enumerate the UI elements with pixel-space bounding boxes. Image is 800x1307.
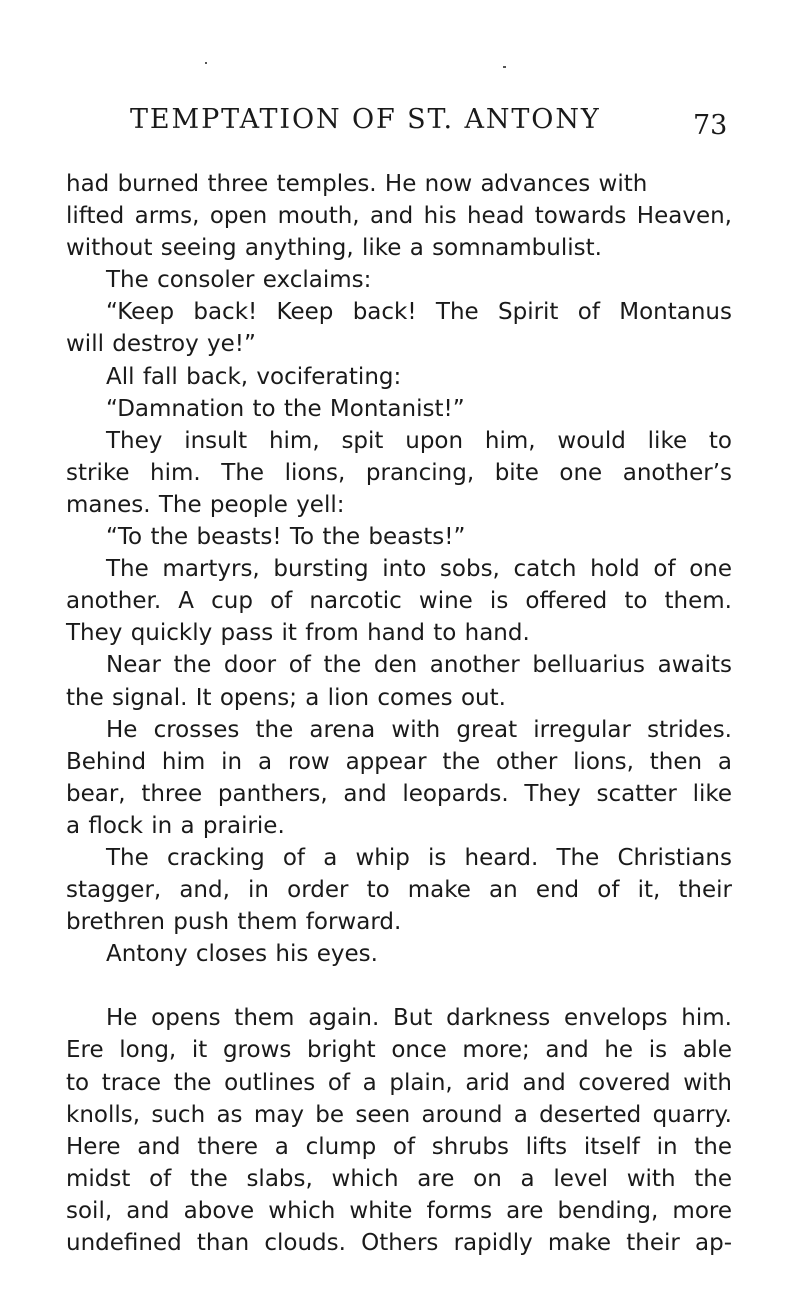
text-line: He crosses the arena with great irregular strides. [106, 716, 732, 743]
text-line: Here and there a clump of shrubs lifts itself in the [66, 1133, 732, 1160]
text-line: Ere long, it grows bright once more; and he is able [66, 1037, 732, 1064]
text-line: Behind him in a row appear the other lions, then a [66, 748, 732, 775]
text-line: brethren push them forward. [66, 909, 402, 936]
body-text [66, 168, 732, 1259]
text-line: midst of the slabs, which are on a level with the [66, 1165, 732, 1192]
text-line: the signal. It opens; a lion comes out. [66, 684, 506, 711]
text-line: a flock in a prairie. [66, 812, 285, 839]
text-line: had burned three temples. He now advances with [66, 171, 648, 197]
text-line: He opens them again. But darkness envelops him. [106, 1005, 732, 1032]
text-line: another. A cup of narcotic wine is offered to them. [66, 588, 732, 615]
text-line: “Damnation to the Montanist!” [106, 395, 465, 422]
text-line: stagger, and, in order to make an end of it, their [66, 877, 732, 904]
text-line: The consoler exclaims: [106, 267, 372, 294]
text-line: Near the door of the den another belluarius awaits [106, 652, 732, 679]
text-line: All fall back, vociferating: [106, 363, 402, 390]
text-line: bear, three panthers, and leopards. They scatter like [66, 780, 732, 807]
text-line: The cracking of a whip is heard. The Christians [106, 844, 732, 871]
text-line: to trace the outlines of a plain, arid and covered with [66, 1069, 732, 1096]
text-line: The martyrs, bursting into sobs, catch hold of one [106, 556, 732, 583]
running-head: TEMPTATION OF ST. ANTONY [130, 104, 601, 135]
text-line: lifted arms, open mouth, and his head towards Heaven, [66, 203, 732, 230]
print-speck [503, 66, 506, 68]
text-line: They insult him, spit upon him, would like to [106, 427, 732, 454]
section-break [66, 970, 732, 1002]
text-line: “Keep back! Keep back! The Spirit of Montanus [106, 299, 732, 326]
text-line: “To the beasts! To the beasts!” [106, 524, 466, 551]
text-line: They quickly pass it from hand to hand. [66, 620, 530, 647]
text-line: undefined than clouds. Others rapidly make their ap- [66, 1230, 732, 1256]
text-line: knolls, such as may be seen around a deserted quarry. [66, 1101, 732, 1128]
text-line: will destroy ye!” [66, 331, 256, 358]
page-number: 73 [693, 110, 728, 141]
text-line: without seeing anything, like a somnambulist. [66, 235, 602, 262]
text-line: strike him. The lions, prancing, bite one another’s [66, 459, 732, 486]
print-speck [205, 62, 207, 64]
text-line: Antony closes his eyes. [106, 941, 378, 968]
text-line: soil, and above which white forms are bending, more [66, 1197, 732, 1224]
text-line: manes. The people yell: [66, 491, 345, 518]
page-header [0, 102, 800, 142]
